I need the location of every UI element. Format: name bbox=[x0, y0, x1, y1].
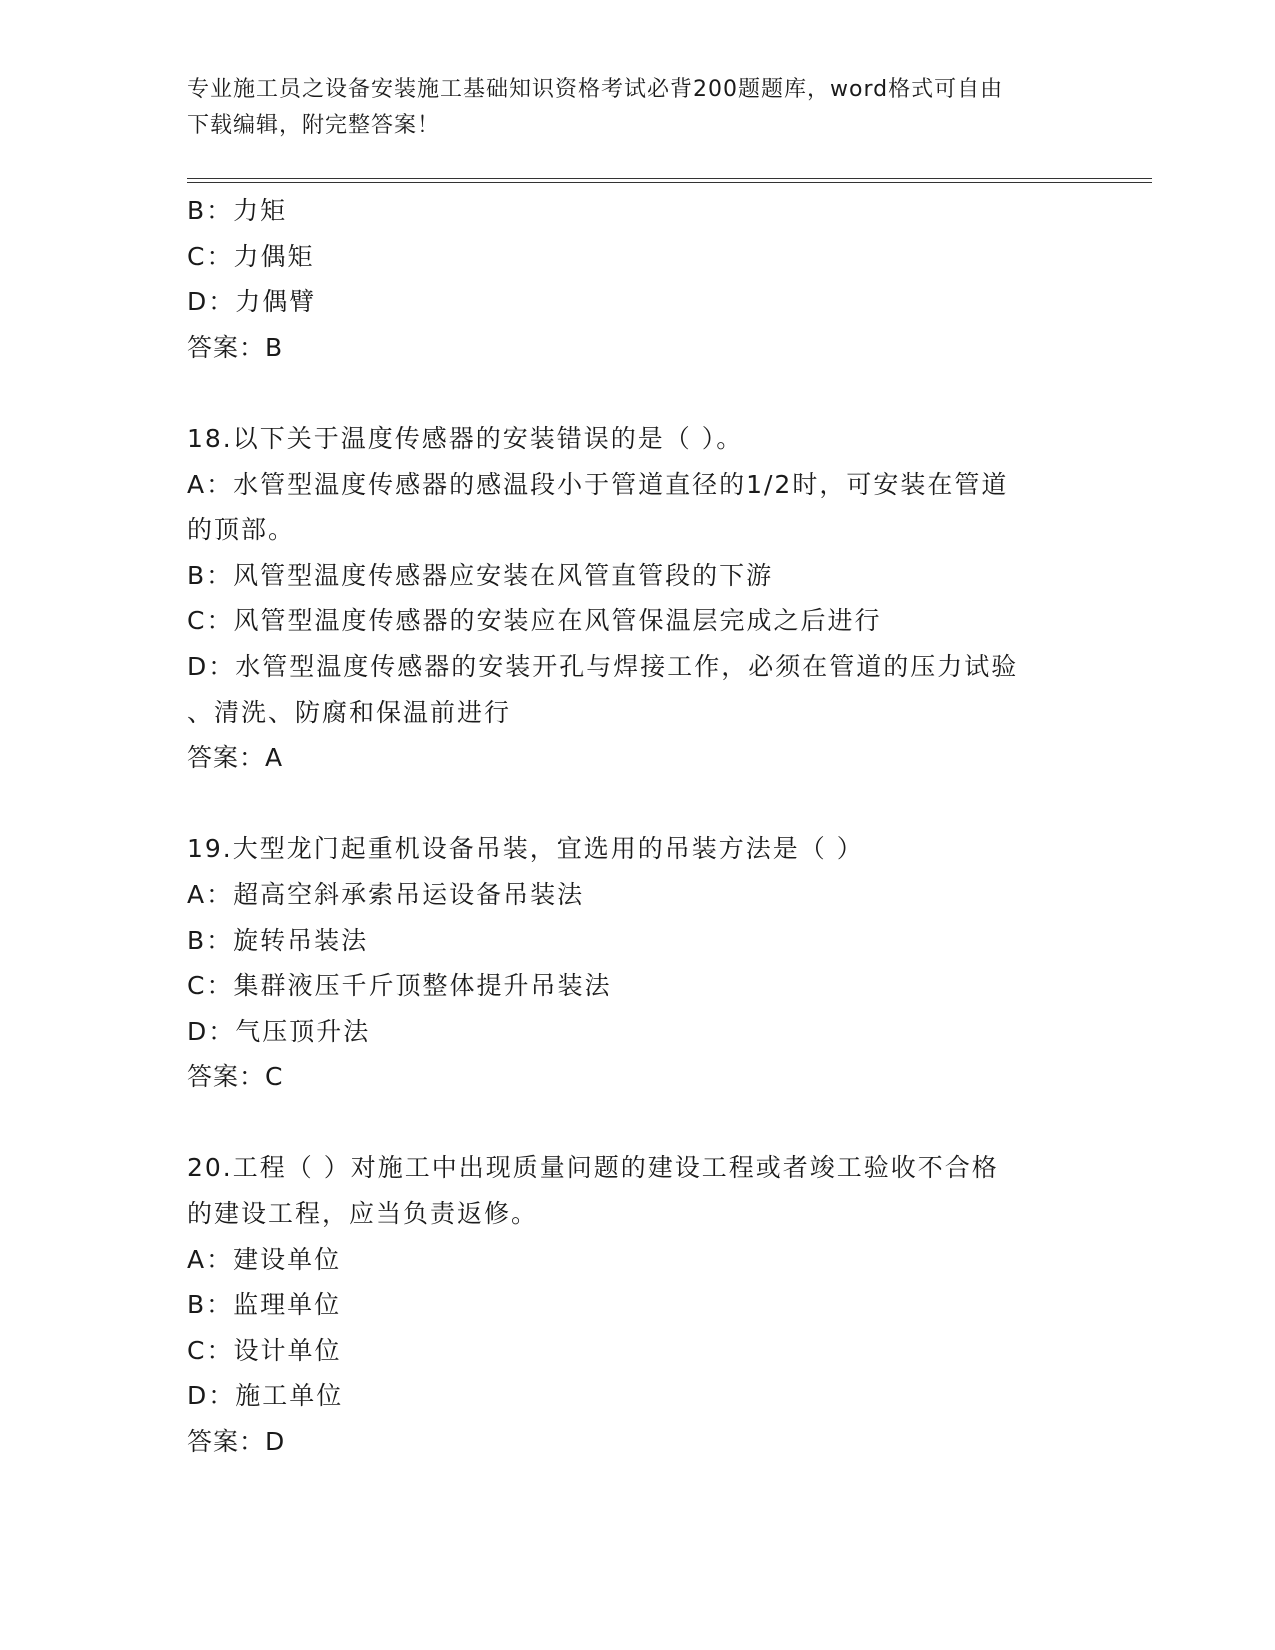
question-20-option-d: D：施工单位 bbox=[187, 1381, 344, 1411]
question-20-option-c: C：设计单位 bbox=[187, 1335, 342, 1365]
question-19-option-a: A：超高空斜承索吊运设备吊装法 bbox=[187, 879, 585, 909]
question-18-stem: 18.以下关于温度传感器的安装错误的是（ ）。 bbox=[187, 423, 744, 453]
header-line-1: 专业施工员之设备安装施工基础知识资格考试必背200题题库，word格式可自由 bbox=[187, 77, 1004, 102]
question-17-option-d: D：力偶臂 bbox=[187, 287, 317, 317]
question-18-option-a-line-2: 的顶部。 bbox=[187, 515, 296, 545]
spacer bbox=[187, 781, 1087, 827]
question-18-option-d-line-2: 、清洗、防腐和保温前进行 bbox=[187, 697, 512, 727]
question-19-answer: 答案：C bbox=[187, 1062, 284, 1092]
page-header bbox=[187, 72, 1067, 144]
question-18-answer: 答案：A bbox=[187, 743, 284, 773]
question-18-block bbox=[187, 416, 1087, 781]
question-20-stem-line-1: 20.工程（ ）对施工中出现质量问题的建设工程或者竣工验收不合格 bbox=[187, 1153, 999, 1183]
question-20-answer: 答案：D bbox=[187, 1427, 286, 1457]
question-19-option-c: C：集群液压千斤顶整体提升吊装法 bbox=[187, 971, 612, 1001]
question-17-answer: 答案：B bbox=[187, 332, 284, 362]
question-18-option-c: C：风管型温度传感器的安装应在风管保温层完成之后进行 bbox=[187, 606, 882, 636]
question-19-option-d: D：气压顶升法 bbox=[187, 1016, 371, 1046]
spacer bbox=[187, 1100, 1087, 1146]
question-17-block bbox=[187, 188, 1087, 370]
header-line-2: 下载编辑，附完整答案！ bbox=[187, 113, 441, 138]
question-20-option-b: B：监理单位 bbox=[187, 1290, 342, 1320]
header-divider bbox=[187, 178, 1152, 183]
question-19-stem: 19.大型龙门起重机设备吊装，宜选用的吊装方法是（ ） bbox=[187, 834, 864, 864]
question-18-option-d-line-1: D：水管型温度传感器的安装开孔与焊接工作，必须在管道的压力试验 bbox=[187, 651, 1019, 681]
question-18-option-b: B：风管型温度传感器应安装在风管直管段的下游 bbox=[187, 560, 774, 590]
question-17-option-c: C：力偶矩 bbox=[187, 241, 315, 271]
question-19-option-b: B：旋转吊装法 bbox=[187, 925, 369, 955]
question-20-option-a: A：建设单位 bbox=[187, 1244, 342, 1274]
question-19-block bbox=[187, 826, 1087, 1100]
question-content bbox=[187, 188, 1087, 1465]
question-20-stem-line-2: 的建设工程，应当负责返修。 bbox=[187, 1199, 539, 1229]
question-17-option-b: B：力矩 bbox=[187, 196, 288, 225]
question-20-block bbox=[187, 1145, 1087, 1464]
question-18-option-a-line-1: A：水管型温度传感器的感温段小于管道直径的1/2时，可安装在管道 bbox=[187, 469, 1009, 499]
spacer bbox=[187, 370, 1087, 416]
